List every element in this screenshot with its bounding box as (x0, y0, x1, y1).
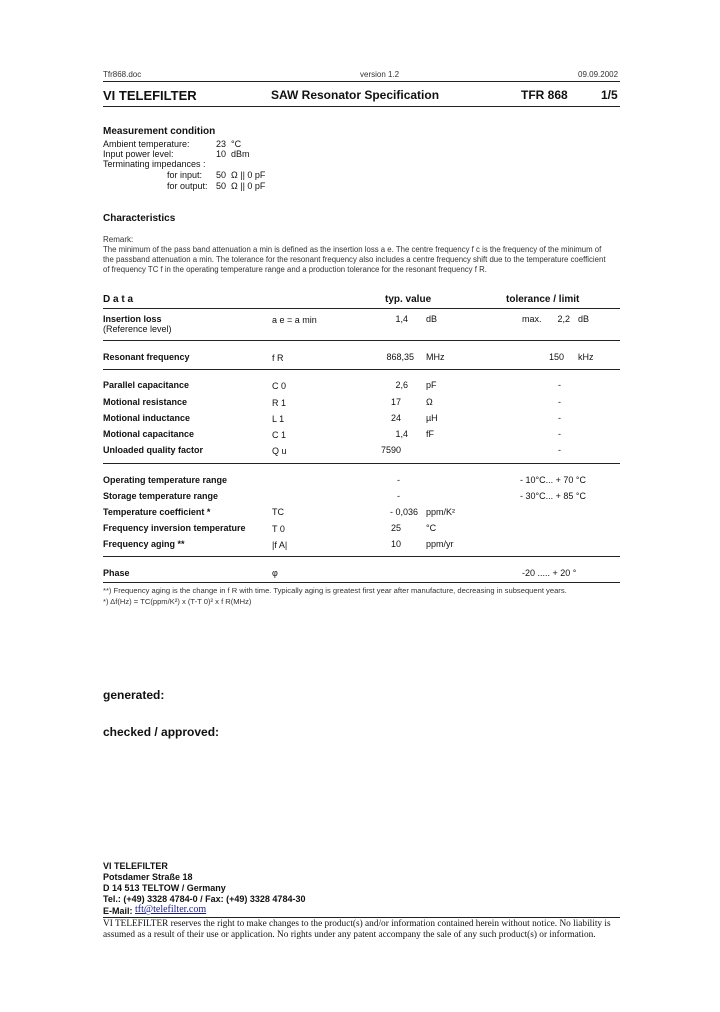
motional-inductance-symbol: L 1 (272, 414, 285, 424)
company-name: VI TELEFILTER (103, 88, 197, 103)
motional-inductance-unit: µH (426, 413, 438, 423)
for-input-unit: Ω || 0 pF (231, 170, 266, 180)
operating-temp-label: Operating temperature range (103, 475, 228, 485)
parallel-capacitance-label: Parallel capacitance (103, 380, 190, 390)
terminating-label: Terminating impedances : (103, 159, 206, 169)
remark-line-1: The minimum of the pass band attenuation a min is defined as the insertion loss a e. The centre frequency f c is the frequency of the minimum of (103, 245, 602, 254)
frequency-aging-unit: ppm/yr (426, 539, 454, 549)
motional-inductance-tol: - (558, 413, 561, 423)
storage-temp-value: - (397, 491, 400, 501)
ambient-temp-value: 23 (215, 139, 226, 149)
quality-factor-label: Unloaded quality factor (103, 445, 204, 455)
motional-capacitance-tol: - (558, 429, 561, 439)
for-output-unit: Ω || 0 pF (231, 181, 266, 191)
phase-symbol: φ (272, 568, 278, 578)
inversion-temp-unit: °C (426, 523, 437, 533)
table-rule-4 (103, 463, 620, 464)
input-power-value: 10 (215, 149, 226, 159)
resonant-frequency-label: Resonant frequency (103, 352, 190, 362)
header-rule-top (103, 81, 620, 82)
resonant-frequency-tol-unit: kHz (578, 352, 594, 362)
table-rule-2 (103, 340, 620, 341)
temp-coefficient-unit: ppm/K² (426, 507, 456, 517)
motional-resistance-label: Motional resistance (103, 397, 188, 407)
motional-inductance-label: Motional inductance (103, 413, 191, 423)
doc-date: 09.09.2002 (578, 70, 619, 79)
insertion-loss-tol-unit: dB (578, 314, 590, 324)
footer-street: Potsdamer Straße 18 (103, 872, 193, 882)
page-number: 1/5 (601, 88, 618, 102)
operating-temp-tol: - 10°C... + 70 °C (520, 475, 586, 485)
doc-version: version 1.2 (360, 70, 400, 79)
insertion-loss-tol-prefix: max. (522, 314, 542, 324)
motional-resistance-symbol: R 1 (272, 398, 287, 408)
phase-tol: -20 ..... + 20 ° (522, 568, 577, 578)
motional-capacitance-unit: fF (426, 429, 434, 439)
motional-resistance-tol: - (558, 397, 561, 407)
header-rule-bottom (103, 106, 620, 107)
insertion-loss-value: 1,4 (395, 314, 408, 324)
motional-capacitance-label: Motional capacitance (103, 429, 195, 439)
inversion-temp-label: Frequency inversion temperature (103, 523, 246, 533)
table-rule-1 (103, 308, 620, 309)
insertion-loss-symbol: a e = a min (272, 315, 317, 325)
footer-rule (103, 917, 620, 918)
footer-phone-fax: Tel.: (+49) 3328 4784-0 / Fax: (+49) 3328 4784-30 (103, 894, 306, 904)
motional-inductance-value: 24 (390, 413, 401, 423)
for-input-label: for input: (167, 170, 203, 180)
remark-line-3: of frequency TC f in the operating temperature range and a production tolerance for the resonant frequency f R. (103, 265, 487, 274)
quality-factor-value: 7590 (380, 445, 401, 455)
storage-temp-tol: - 30°C... + 85 °C (520, 491, 586, 501)
for-output-value: 50 (215, 181, 226, 191)
input-power-label: Input power level: (103, 149, 174, 159)
col-tol-header: tolerance / limit (506, 294, 580, 305)
doc-filename: Tfr868.doc (103, 70, 142, 79)
frequency-aging-value: 10 (390, 539, 401, 549)
insertion-loss-unit: dB (426, 314, 438, 324)
temp-coefficient-symbol: TC (272, 507, 284, 517)
resonant-frequency-unit: MHz (426, 352, 445, 362)
footnote-aging: **) Frequency aging is the change in f R with time. Typically aging is greatest first year after manufacture, decreasing in subsequent years. (103, 586, 567, 595)
for-input-value: 50 (215, 170, 226, 180)
frequency-aging-label: Frequency aging ** (103, 539, 185, 549)
for-output-label: for output: (167, 181, 208, 191)
operating-temp-value: - (397, 475, 400, 485)
resonant-frequency-value: 868,35 (386, 352, 414, 362)
remark-line-2: the passband attenuation a min. The tolerance for the resonant frequency also includes a centre frequency shift due to the temperature coefficient (103, 255, 606, 264)
inversion-temp-value: 25 (390, 523, 401, 533)
parallel-capacitance-value: 2,6 (395, 380, 408, 390)
resonant-frequency-tol-value: 150 (548, 352, 564, 362)
footer-email-label: E-Mail: (103, 906, 133, 916)
motional-capacitance-value: 1,4 (395, 429, 408, 439)
generated-label: generated: (103, 688, 165, 702)
ambient-temp-label: Ambient temperature: (103, 139, 190, 149)
temp-coefficient-label: Temperature coefficient * (103, 507, 211, 517)
ambient-temp-unit: °C (231, 139, 242, 149)
resonant-frequency-symbol: f R (272, 353, 284, 363)
footer-city: D 14 513 TELTOW / Germany (103, 883, 226, 893)
parallel-capacitance-tol: - (558, 380, 561, 390)
measurement-heading: Measurement condition (103, 126, 216, 137)
motional-resistance-unit: Ω (426, 397, 433, 407)
footnote-tc: *) Δf(Hz) = TC(ppm/K²) x (T-T 0)² x f R(MHz) (103, 597, 252, 606)
table-rule-3 (103, 369, 620, 370)
parallel-capacitance-symbol: C 0 (272, 381, 287, 391)
input-power-unit: dBm (231, 149, 250, 159)
footer-disclaimer-2: assumed as a result of their use or application. No rights under any patent accompany the sale of any such product(s) or information. (103, 930, 596, 940)
footer-email-link[interactable]: tft@telefilter.com (135, 904, 207, 915)
motional-capacitance-symbol: C 1 (272, 430, 287, 440)
remark-label: Remark: (103, 235, 134, 244)
frequency-aging-symbol: |f A| (272, 540, 288, 550)
col-data-header: D a t a (103, 294, 134, 305)
insertion-loss-tol-value: 2,2 (557, 314, 570, 324)
characteristics-heading: Characteristics (103, 213, 176, 224)
footer-disclaimer-1: VI TELEFILTER reserves the right to make changes to the product(s) and/or information contained herein without notice. No liability is (103, 919, 611, 929)
insertion-loss-label: Insertion loss (103, 314, 162, 324)
storage-temp-label: Storage temperature range (103, 491, 219, 501)
footer-company: VI TELEFILTER (103, 861, 168, 871)
table-rule-6 (103, 582, 620, 583)
temp-coefficient-value: - 0,036 (389, 507, 418, 517)
parallel-capacitance-unit: pF (426, 380, 437, 390)
quality-factor-symbol: Q u (272, 446, 287, 456)
part-number: TFR 868 (521, 88, 568, 102)
table-rule-5 (103, 556, 620, 557)
doc-title: SAW Resonator Specification (271, 88, 440, 102)
checked-approved-label: checked / approved: (103, 725, 220, 739)
col-typ-header: typ. value (385, 294, 432, 305)
insertion-loss-sublabel: (Reference level) (103, 324, 172, 334)
quality-factor-tol: - (558, 445, 561, 455)
phase-label: Phase (103, 568, 130, 578)
inversion-temp-symbol: T 0 (272, 524, 285, 534)
motional-resistance-value: 17 (390, 397, 401, 407)
